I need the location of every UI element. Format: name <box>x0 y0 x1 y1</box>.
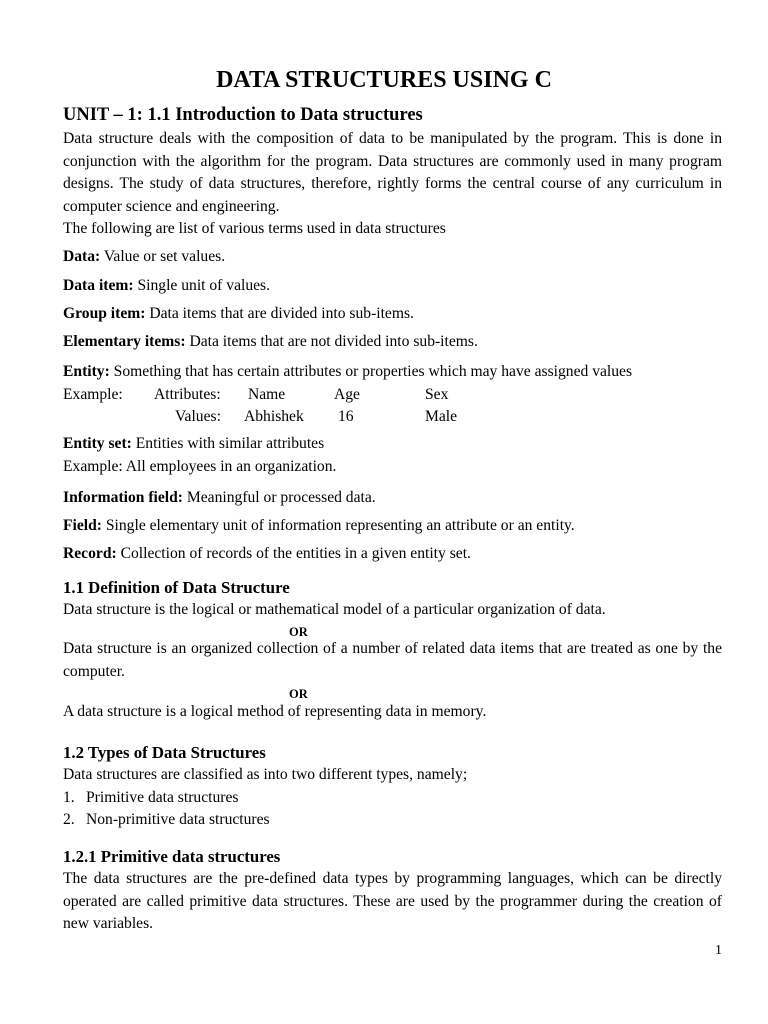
term-information-field <box>63 487 722 510</box>
entity-set-example: Example: All employees in an organization. <box>63 457 337 475</box>
section-heading: 1.1 Definition of Data Structure <box>63 578 290 597</box>
list-number: 1. <box>63 788 75 806</box>
term-definition: Value or set values. <box>100 248 226 265</box>
section-heading: 1.2 Types of Data Structures <box>63 743 266 762</box>
term-definition: Something that has certain attributes or properties which may have assigned values <box>109 363 633 380</box>
term-definition: Meaningful or processed data. <box>182 489 376 506</box>
unit-heading-text: UNIT – 1: 1.1 Introduction to Data structures <box>63 105 423 125</box>
term-group-item <box>63 303 722 326</box>
page-number: 1 <box>715 943 722 958</box>
definition-3 <box>63 701 722 724</box>
values-label: Values: <box>175 408 221 425</box>
example-label: Example: <box>63 385 123 403</box>
term-label: Data item: <box>63 277 134 294</box>
term-label: Group item: <box>63 305 146 322</box>
term-field <box>63 515 722 538</box>
definition-1 <box>63 599 722 622</box>
attribute-age: Age <box>334 385 360 403</box>
attribute-name: Name <box>248 385 286 403</box>
term-label: Field: <box>63 517 102 534</box>
term-label: Data: <box>63 248 101 265</box>
list-item <box>63 787 722 810</box>
or-label: OR <box>289 625 308 639</box>
entity-example-values-row <box>63 406 722 429</box>
list-text: Primitive data structures <box>86 788 239 806</box>
list-number: 2. <box>63 811 75 828</box>
primitive-section <box>63 868 722 936</box>
term-definition: Single elementary unit of information representing an attribute or an entity. <box>101 517 575 534</box>
intro-paragraph: Data structure deals with the composition of data to be manipulated by the program. This is done in conjunction with the algorithm for the program. Data structures are commonly used in many program designs. The study of data structures, therefore, rightly forms the central course of any curriculum in computer science and engineering. <box>63 130 722 215</box>
list-text: Non-primitive data structures <box>86 811 270 828</box>
term-elementary-items <box>63 331 722 354</box>
value-age: 16 <box>338 408 354 425</box>
definition-text: Data structure is an organized collection of a number of related data items that are treated as one by the computer. <box>63 640 722 680</box>
term-label: Entity: <box>63 363 110 380</box>
types-heading <box>63 742 722 764</box>
term-label: Information field: <box>63 489 183 506</box>
term-definition: Collection of records of the entities in a given entity set. <box>116 545 471 562</box>
term-definition: Data items that are divided into sub-items. <box>145 305 414 322</box>
unit-heading <box>63 103 722 127</box>
attribute-sex: Sex <box>425 385 449 403</box>
types-section <box>63 764 722 832</box>
term-data <box>63 246 722 269</box>
definition-text: A data structure is a logical method of representing data in memory. <box>63 703 487 720</box>
section-heading: 1.2.1 Primitive data structures <box>63 847 281 866</box>
terms-intro: The following are list of various terms used in data structures <box>63 220 446 237</box>
value-name: Abhishek <box>244 408 304 425</box>
definition-2 <box>63 638 722 683</box>
term-definition: Entities with similar attributes <box>131 435 325 452</box>
types-intro: Data structures are classified as into two different types, namely; <box>63 766 468 783</box>
definition-heading <box>63 577 722 599</box>
term-entity-set <box>63 433 722 478</box>
definition-text: Data structure is the logical or mathematical model of a particular organization of data. <box>63 601 606 618</box>
term-label: Record: <box>63 545 117 562</box>
value-sex: Male <box>425 408 458 425</box>
attributes-label: Attributes: <box>154 385 221 403</box>
term-entity <box>63 361 722 429</box>
list-item <box>63 809 722 832</box>
term-data-item <box>63 275 722 298</box>
term-label: Entity set: <box>63 435 132 452</box>
intro-section <box>63 128 722 241</box>
term-label: Elementary items: <box>63 333 186 350</box>
term-definition: Data items that are not divided into sub-items. <box>185 333 478 350</box>
term-definition: Single unit of values. <box>133 277 271 294</box>
term-record <box>63 543 722 566</box>
entity-example-attributes-row <box>63 384 722 407</box>
or-label: OR <box>289 687 308 701</box>
document-title: DATA STRUCTURES USING C <box>216 67 552 93</box>
primitive-heading <box>63 846 722 868</box>
primitive-paragraph: The data structures are the pre-defined data types by programming languages, which can be directly operated are called primitive data structures. These are used by the programmer during the creation of new variables. <box>63 870 722 932</box>
